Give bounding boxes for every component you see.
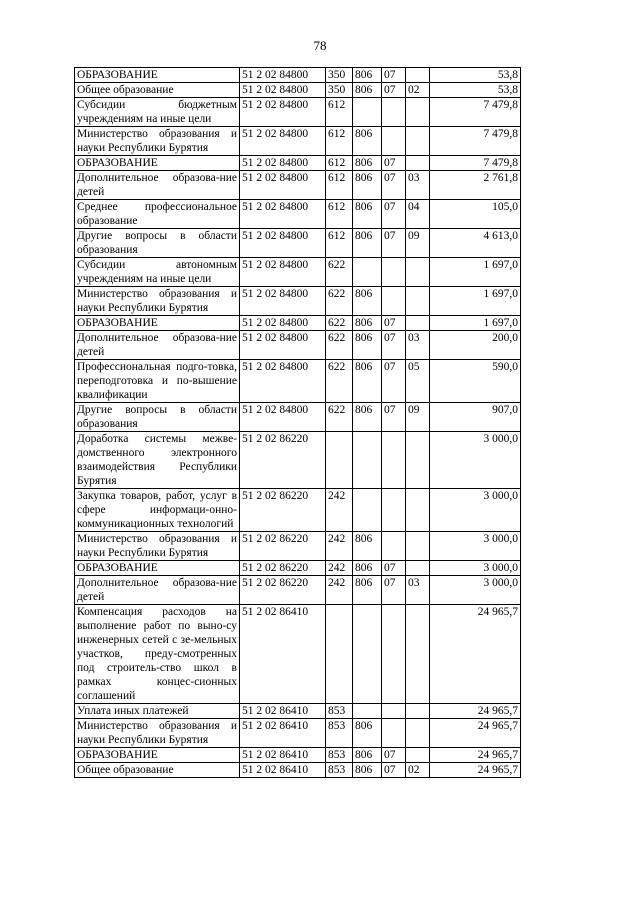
- row-expense-type-cell: 622: [326, 258, 353, 287]
- row-name-cell: ОБРАЗОВАНИЕ: [75, 561, 240, 576]
- row-subsection-cell: [406, 68, 430, 83]
- row-expense-type-cell: 622: [326, 331, 353, 360]
- row-section-cell: [382, 605, 406, 704]
- row-expense-type-cell: 612: [326, 127, 353, 156]
- row-subsection-cell: [406, 605, 430, 704]
- row-section-cell: [382, 489, 406, 532]
- row-ministry-code-cell: 806: [353, 229, 382, 258]
- budget-table-body: [75, 68, 521, 778]
- row-subsection-cell: [406, 719, 430, 748]
- table-row: [75, 68, 521, 83]
- row-expense-type-cell: 242: [326, 561, 353, 576]
- row-ministry-code-cell: 806: [353, 403, 382, 432]
- row-expense-type-cell: 622: [326, 316, 353, 331]
- table-row: [75, 561, 521, 576]
- table-row: [75, 704, 521, 719]
- row-amount-cell: 3 000,0: [430, 432, 521, 489]
- row-subsection-cell: 03: [406, 331, 430, 360]
- row-ministry-code-cell: 806: [353, 748, 382, 763]
- row-expense-type-cell: 853: [326, 719, 353, 748]
- row-name-cell: Дополнительное образова-ние детей: [75, 331, 240, 360]
- row-ministry-code-cell: 806: [353, 360, 382, 403]
- row-amount-cell: 53,8: [430, 83, 521, 98]
- row-amount-cell: 1 697,0: [430, 258, 521, 287]
- row-amount-cell: 53,8: [430, 68, 521, 83]
- row-subsection-cell: 04: [406, 200, 430, 229]
- table-row: [75, 331, 521, 360]
- row-ministry-code-cell: [353, 704, 382, 719]
- row-ministry-code-cell: 806: [353, 127, 382, 156]
- row-name-cell: Министерство образования и науки Республики Бурятия: [75, 287, 240, 316]
- row-subsection-cell: [406, 532, 430, 561]
- row-amount-cell: 24 965,7: [430, 763, 521, 778]
- row-section-cell: 07: [382, 748, 406, 763]
- table-row: [75, 229, 521, 258]
- row-ministry-code-cell: 806: [353, 719, 382, 748]
- row-expense-type-cell: 350: [326, 83, 353, 98]
- table-row: [75, 287, 521, 316]
- row-target-article-cell: 51 2 02 84800: [240, 360, 326, 403]
- row-subsection-cell: [406, 316, 430, 331]
- row-ministry-code-cell: 806: [353, 68, 382, 83]
- row-expense-type-cell: 853: [326, 748, 353, 763]
- row-name-cell: Уплата иных платежей: [75, 704, 240, 719]
- row-section-cell: 07: [382, 316, 406, 331]
- row-subsection-cell: 09: [406, 229, 430, 258]
- row-section-cell: 07: [382, 156, 406, 171]
- row-section-cell: [382, 98, 406, 127]
- row-target-article-cell: 51 2 02 84800: [240, 171, 326, 200]
- row-section-cell: 07: [382, 83, 406, 98]
- row-target-article-cell: 51 2 02 86410: [240, 704, 326, 719]
- row-name-cell: ОБРАЗОВАНИЕ: [75, 316, 240, 331]
- row-section-cell: [382, 127, 406, 156]
- row-expense-type-cell: 242: [326, 532, 353, 561]
- row-name-cell: Субсидии бюджетным учреждениям на иные цели: [75, 98, 240, 127]
- row-expense-type-cell: 612: [326, 171, 353, 200]
- row-name-cell: Министерство образования и науки Республики Бурятия: [75, 532, 240, 561]
- row-expense-type-cell: 622: [326, 403, 353, 432]
- row-subsection-cell: [406, 258, 430, 287]
- row-subsection-cell: 02: [406, 83, 430, 98]
- row-amount-cell: 3 000,0: [430, 576, 521, 605]
- row-expense-type-cell: 350: [326, 68, 353, 83]
- row-amount-cell: 24 965,7: [430, 605, 521, 704]
- row-section-cell: 07: [382, 171, 406, 200]
- row-name-cell: Закупка товаров, работ, услуг в сфере информаци-онно-коммуникационных технологий: [75, 489, 240, 532]
- row-subsection-cell: [406, 704, 430, 719]
- row-expense-type-cell: 242: [326, 576, 353, 605]
- row-section-cell: 07: [382, 68, 406, 83]
- row-name-cell: Доработка системы межве-домственного электронного взаимодействия Республики Бурятия: [75, 432, 240, 489]
- row-subsection-cell: [406, 561, 430, 576]
- table-row: [75, 605, 521, 704]
- row-expense-type-cell: 612: [326, 200, 353, 229]
- row-subsection-cell: [406, 489, 430, 532]
- row-expense-type-cell: [326, 432, 353, 489]
- row-name-cell: Среднее профессиональное образование: [75, 200, 240, 229]
- row-section-cell: 07: [382, 403, 406, 432]
- row-target-article-cell: 51 2 02 84800: [240, 287, 326, 316]
- row-ministry-code-cell: [353, 605, 382, 704]
- row-ministry-code-cell: 806: [353, 171, 382, 200]
- row-section-cell: 07: [382, 763, 406, 778]
- row-section-cell: 07: [382, 360, 406, 403]
- row-name-cell: Компенсация расходов на выполнение работ по выно-су инженерных сетей с зе-мельных участков, преду-смотренных под строитель-ство школ в рамках концес-сионных соглашений: [75, 605, 240, 704]
- row-ministry-code-cell: 806: [353, 331, 382, 360]
- row-subsection-cell: [406, 432, 430, 489]
- row-ministry-code-cell: 806: [353, 532, 382, 561]
- row-name-cell: Общее образование: [75, 763, 240, 778]
- row-subsection-cell: 03: [406, 576, 430, 605]
- row-target-article-cell: 51 2 02 84800: [240, 200, 326, 229]
- row-subsection-cell: [406, 287, 430, 316]
- row-amount-cell: 24 965,7: [430, 719, 521, 748]
- row-target-article-cell: 51 2 02 86410: [240, 748, 326, 763]
- row-expense-type-cell: 853: [326, 704, 353, 719]
- table-row: [75, 719, 521, 748]
- row-name-cell: Субсидии автономным учреждениям на иные цели: [75, 258, 240, 287]
- table-row: [75, 127, 521, 156]
- table-row: [75, 748, 521, 763]
- row-name-cell: ОБРАЗОВАНИЕ: [75, 68, 240, 83]
- row-target-article-cell: 51 2 02 84800: [240, 156, 326, 171]
- table-row: [75, 763, 521, 778]
- row-ministry-code-cell: 806: [353, 83, 382, 98]
- row-ministry-code-cell: 806: [353, 576, 382, 605]
- table-row: [75, 360, 521, 403]
- table-row: [75, 156, 521, 171]
- row-section-cell: 07: [382, 331, 406, 360]
- table-row: [75, 489, 521, 532]
- row-expense-type-cell: 612: [326, 229, 353, 258]
- row-target-article-cell: 51 2 02 84800: [240, 68, 326, 83]
- row-expense-type-cell: 853: [326, 763, 353, 778]
- row-section-cell: [382, 704, 406, 719]
- row-section-cell: 07: [382, 200, 406, 229]
- row-subsection-cell: [406, 98, 430, 127]
- table-row: [75, 403, 521, 432]
- table-row: [75, 200, 521, 229]
- row-amount-cell: 590,0: [430, 360, 521, 403]
- row-target-article-cell: 51 2 02 86410: [240, 605, 326, 704]
- row-amount-cell: 1 697,0: [430, 287, 521, 316]
- row-section-cell: [382, 532, 406, 561]
- row-ministry-code-cell: 806: [353, 763, 382, 778]
- row-section-cell: [382, 258, 406, 287]
- row-ministry-code-cell: 806: [353, 316, 382, 331]
- row-name-cell: Другие вопросы в области образования: [75, 403, 240, 432]
- row-ministry-code-cell: 806: [353, 561, 382, 576]
- row-section-cell: 07: [382, 561, 406, 576]
- row-target-article-cell: 51 2 02 86220: [240, 489, 326, 532]
- row-target-article-cell: 51 2 02 84800: [240, 229, 326, 258]
- row-target-article-cell: 51 2 02 86410: [240, 763, 326, 778]
- row-amount-cell: 24 965,7: [430, 704, 521, 719]
- row-name-cell: Другие вопросы в области образования: [75, 229, 240, 258]
- row-target-article-cell: 51 2 02 84800: [240, 331, 326, 360]
- row-amount-cell: 3 000,0: [430, 489, 521, 532]
- row-section-cell: [382, 287, 406, 316]
- table-row: [75, 98, 521, 127]
- row-section-cell: 07: [382, 229, 406, 258]
- row-expense-type-cell: 612: [326, 98, 353, 127]
- row-name-cell: ОБРАЗОВАНИЕ: [75, 748, 240, 763]
- row-target-article-cell: 51 2 02 86220: [240, 532, 326, 561]
- row-amount-cell: 7 479,8: [430, 127, 521, 156]
- table-row: [75, 171, 521, 200]
- row-name-cell: Дополнительное образова-ние детей: [75, 171, 240, 200]
- row-amount-cell: 1 697,0: [430, 316, 521, 331]
- row-target-article-cell: 51 2 02 84800: [240, 127, 326, 156]
- row-ministry-code-cell: [353, 258, 382, 287]
- row-name-cell: Министерство образования и науки Республики Бурятия: [75, 127, 240, 156]
- row-ministry-code-cell: 806: [353, 156, 382, 171]
- row-name-cell: Министерство образования и науки Республики Бурятия: [75, 719, 240, 748]
- table-row: [75, 316, 521, 331]
- row-expense-type-cell: [326, 605, 353, 704]
- row-subsection-cell: [406, 748, 430, 763]
- row-subsection-cell: [406, 156, 430, 171]
- row-amount-cell: 200,0: [430, 331, 521, 360]
- row-amount-cell: 907,0: [430, 403, 521, 432]
- row-section-cell: [382, 432, 406, 489]
- row-amount-cell: 7 479,8: [430, 98, 521, 127]
- row-subsection-cell: 09: [406, 403, 430, 432]
- row-expense-type-cell: 612: [326, 156, 353, 171]
- row-ministry-code-cell: [353, 489, 382, 532]
- table-row: [75, 432, 521, 489]
- row-amount-cell: 24 965,7: [430, 748, 521, 763]
- row-target-article-cell: 51 2 02 84800: [240, 98, 326, 127]
- row-name-cell: Профессиональная подго-товка, переподготовка и по-вышение квалификации: [75, 360, 240, 403]
- row-amount-cell: 3 000,0: [430, 561, 521, 576]
- row-amount-cell: 4 613,0: [430, 229, 521, 258]
- row-section-cell: 07: [382, 576, 406, 605]
- row-subsection-cell: 05: [406, 360, 430, 403]
- row-target-article-cell: 51 2 02 86220: [240, 561, 326, 576]
- row-amount-cell: 2 761,8: [430, 171, 521, 200]
- row-subsection-cell: 02: [406, 763, 430, 778]
- table-row: [75, 576, 521, 605]
- row-target-article-cell: 51 2 02 84800: [240, 83, 326, 98]
- row-target-article-cell: 51 2 02 86410: [240, 719, 326, 748]
- row-target-article-cell: 51 2 02 84800: [240, 258, 326, 287]
- row-amount-cell: 105,0: [430, 200, 521, 229]
- row-subsection-cell: [406, 127, 430, 156]
- row-expense-type-cell: 242: [326, 489, 353, 532]
- row-section-cell: [382, 719, 406, 748]
- table-row: [75, 83, 521, 98]
- row-ministry-code-cell: 806: [353, 200, 382, 229]
- table-row: [75, 532, 521, 561]
- page-number: 78: [313, 38, 327, 53]
- budget-table: [74, 67, 521, 778]
- row-name-cell: Общее образование: [75, 83, 240, 98]
- row-ministry-code-cell: [353, 432, 382, 489]
- row-expense-type-cell: 622: [326, 360, 353, 403]
- row-target-article-cell: 51 2 02 86220: [240, 432, 326, 489]
- row-ministry-code-cell: [353, 98, 382, 127]
- row-target-article-cell: 51 2 02 86220: [240, 576, 326, 605]
- row-ministry-code-cell: 806: [353, 287, 382, 316]
- row-expense-type-cell: 622: [326, 287, 353, 316]
- row-name-cell: ОБРАЗОВАНИЕ: [75, 156, 240, 171]
- row-amount-cell: 7 479,8: [430, 156, 521, 171]
- row-name-cell: Дополнительное образова-ние детей: [75, 576, 240, 605]
- row-target-article-cell: 51 2 02 84800: [240, 316, 326, 331]
- row-amount-cell: 3 000,0: [430, 532, 521, 561]
- row-subsection-cell: 03: [406, 171, 430, 200]
- row-target-article-cell: 51 2 02 84800: [240, 403, 326, 432]
- table-row: [75, 258, 521, 287]
